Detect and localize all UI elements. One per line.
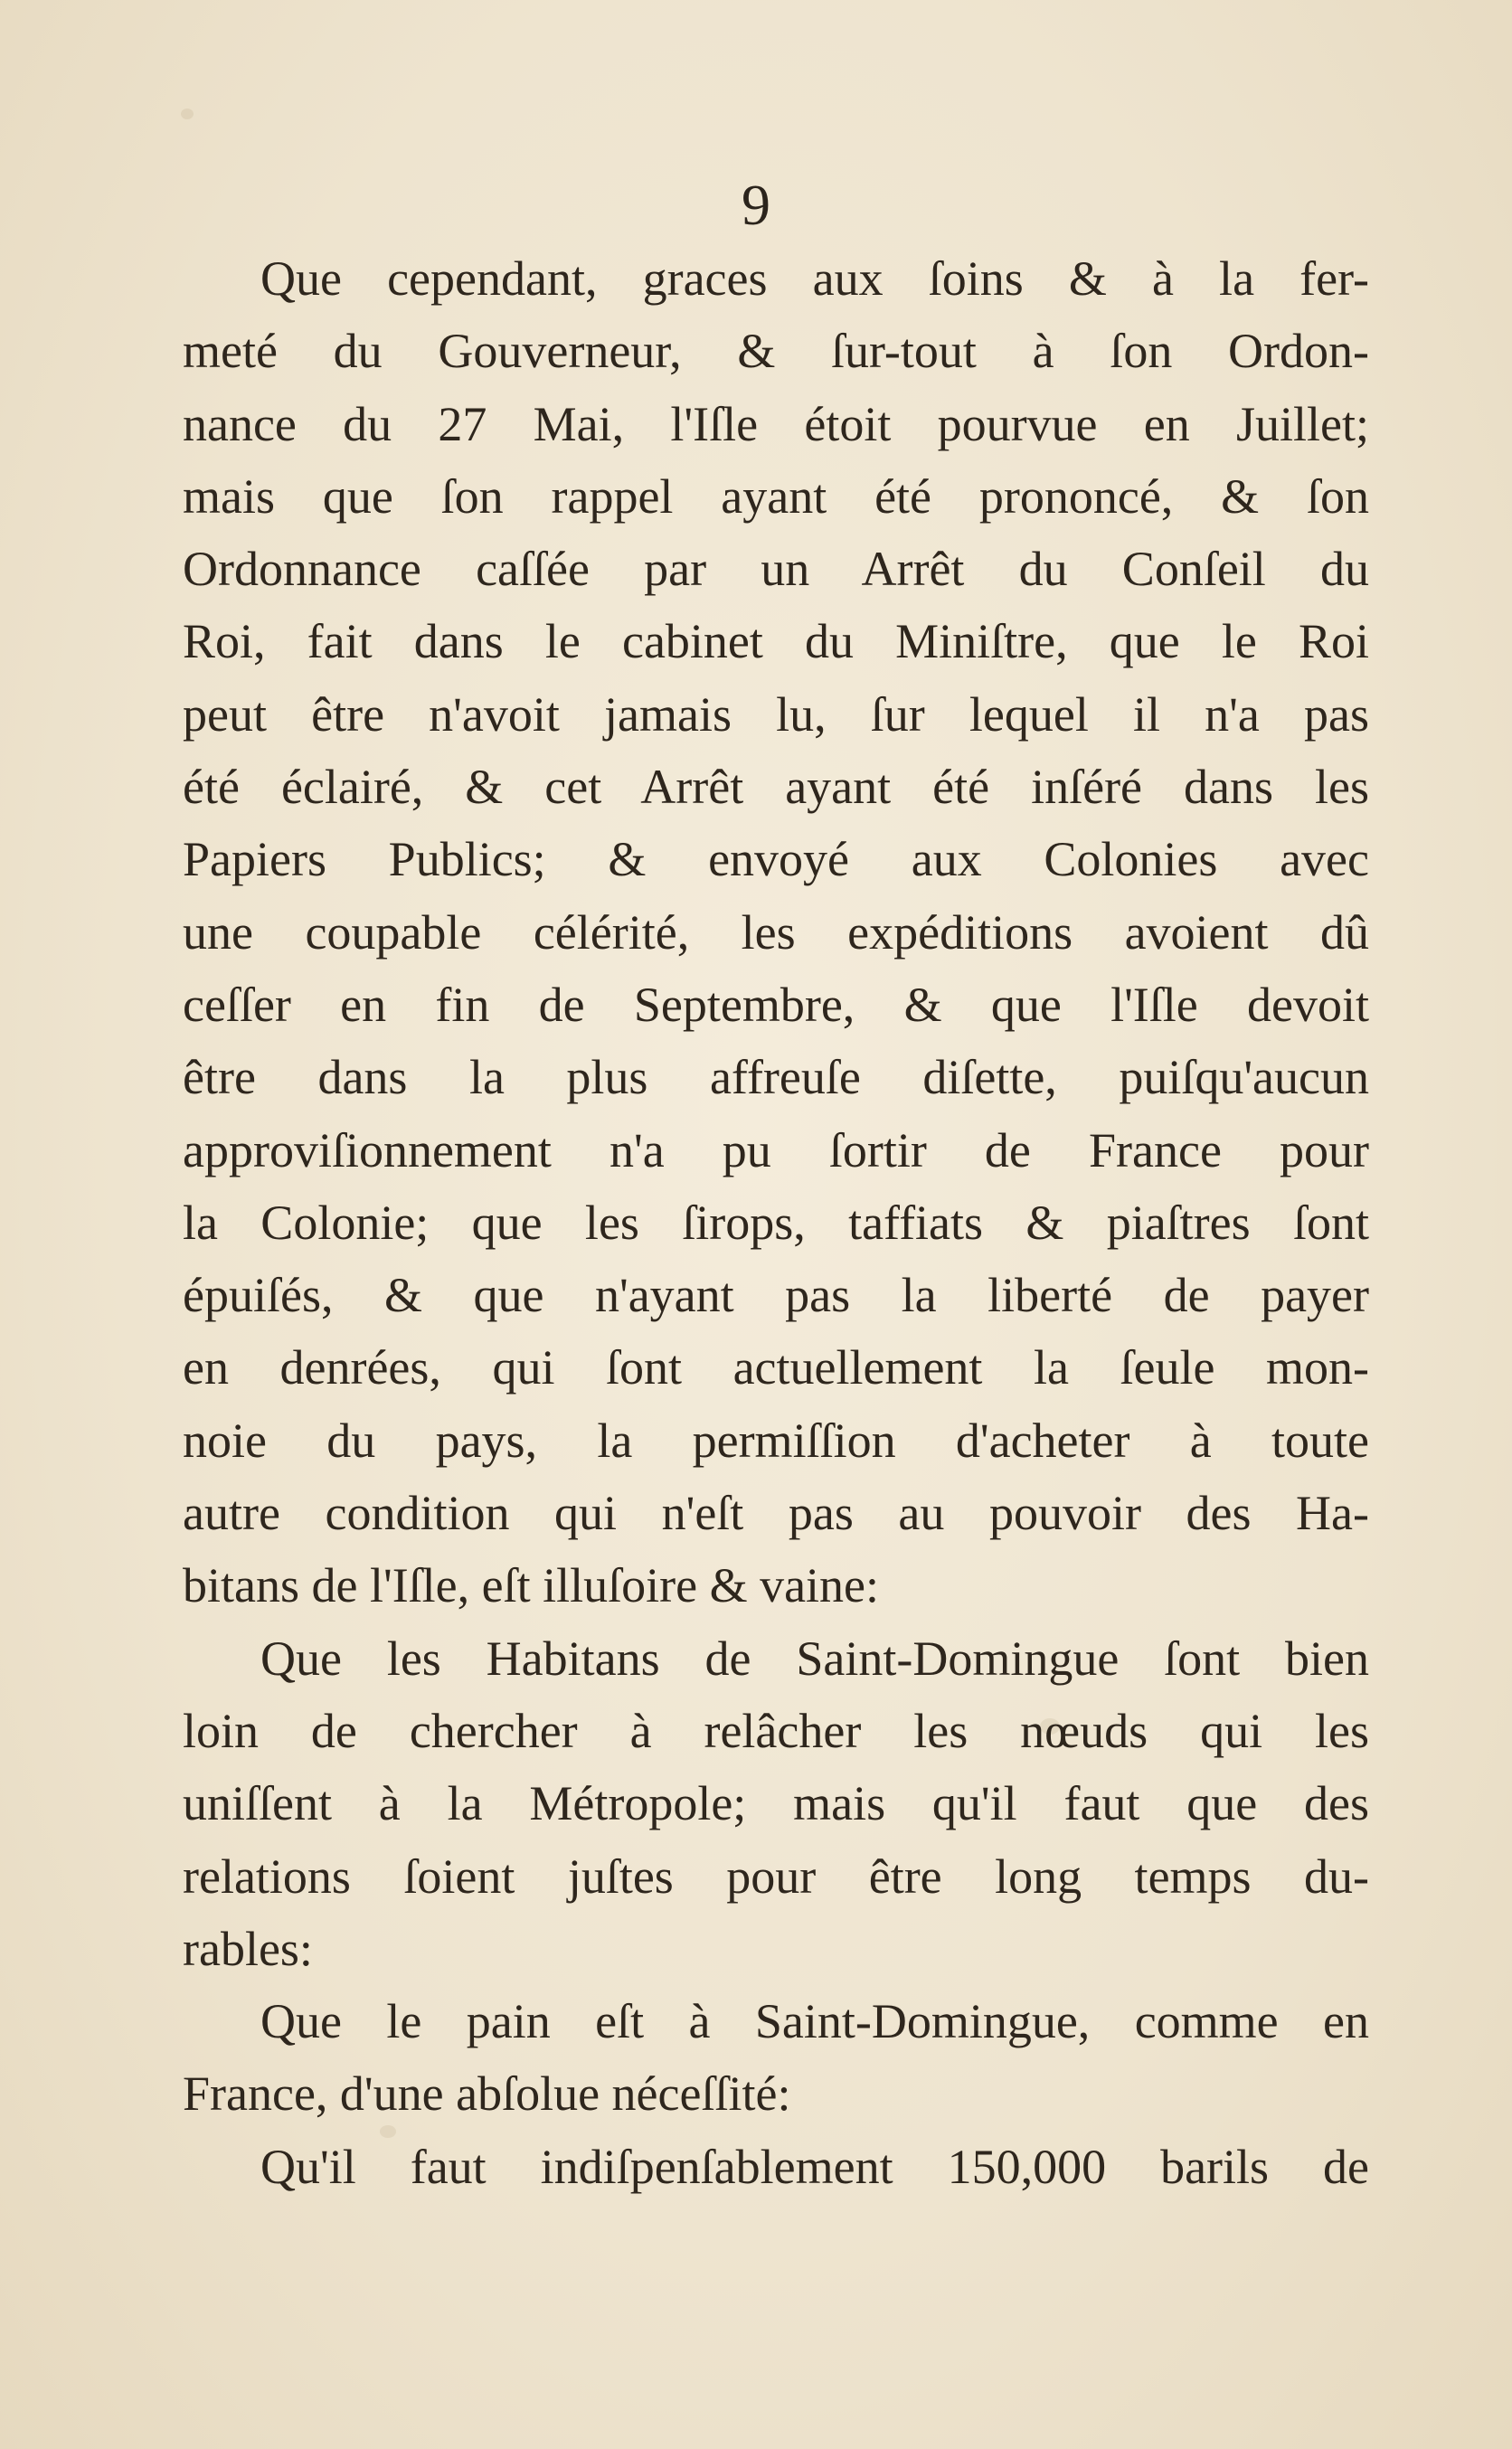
text-line: meté du Gouverneur, & ſur-tout à ſon Ordon- bbox=[183, 324, 1369, 379]
text-line: été éclairé, & cet Arrêt ayant été inſéré dans les bbox=[183, 760, 1369, 815]
body-text bbox=[183, 242, 1369, 2203]
text-line: nance du 27 Mai, l'Iſle étoit pourvue en Juillet; bbox=[183, 396, 1369, 451]
page-number: 9 bbox=[742, 173, 770, 237]
text-line: Roi, fait dans le cabinet du Miniſtre, que le Roi bbox=[183, 614, 1369, 669]
text-line: uniſſent à la Métropole; mais qu'il faut que des bbox=[183, 1776, 1369, 1831]
text-line: Que le pain eſt à Saint-Domingue, comme en bbox=[260, 1994, 1369, 2049]
text-line: peut être n'avoit jamais lu, ſur lequel il n'a pas bbox=[183, 686, 1369, 742]
text-line: Qu'il faut indiſpenſablement 150,000 barils de bbox=[260, 2139, 1369, 2194]
text-line: Ordonnance caſſée par un Arrêt du Conſeil du bbox=[183, 542, 1369, 597]
text-line: Papiers Publics; & envoyé aux Colonies avec bbox=[183, 832, 1369, 887]
text-line: Que cependant, graces aux ſoins & à la fer- bbox=[260, 251, 1369, 306]
text-line: relations ſoient juſtes pour être long temps du- bbox=[183, 1849, 1369, 1904]
text-line: autre condition qui n'eſt pas au pouvoir des Ha- bbox=[183, 1486, 1369, 1541]
text-line: bitans de l'Iſle, eſt illuſoire & vaine: bbox=[183, 1558, 880, 1613]
text-line: mais que ſon rappel ayant été prononcé, & ſon bbox=[183, 468, 1369, 524]
text-line: approviſionnement n'a pu ſortir de France pour bbox=[183, 1122, 1369, 1177]
text-line: rables: bbox=[183, 1921, 313, 1976]
text-line: noie du pays, la permiſſion d'acheter à toute bbox=[183, 1413, 1369, 1468]
paper-stain bbox=[181, 109, 194, 119]
text-line: épuiſés, & que n'ayant pas la liberté de payer bbox=[183, 1268, 1369, 1323]
text-line: être dans la plus affreuſe diſette, puiſqu'aucun bbox=[183, 1050, 1369, 1105]
text-line: en denrées, qui ſont actuellement la ſeule mon- bbox=[183, 1340, 1369, 1395]
text-line: une coupable célérité, les expéditions avoient dû bbox=[183, 904, 1369, 960]
text-line: la Colonie; que les ſirops, taffiats & piaſtres ſont bbox=[183, 1195, 1369, 1250]
text-line: France, d'une abſolue néceſſité: bbox=[183, 2066, 791, 2122]
text-line: loin de chercher à relâcher les nœuds qui les bbox=[183, 1703, 1369, 1758]
text-line: Que les Habitans de Saint-Domingue ſont bien bbox=[260, 1631, 1369, 1686]
text-line: ceſſer en fin de Septembre, & que l'Iſle devoit bbox=[183, 977, 1369, 1032]
